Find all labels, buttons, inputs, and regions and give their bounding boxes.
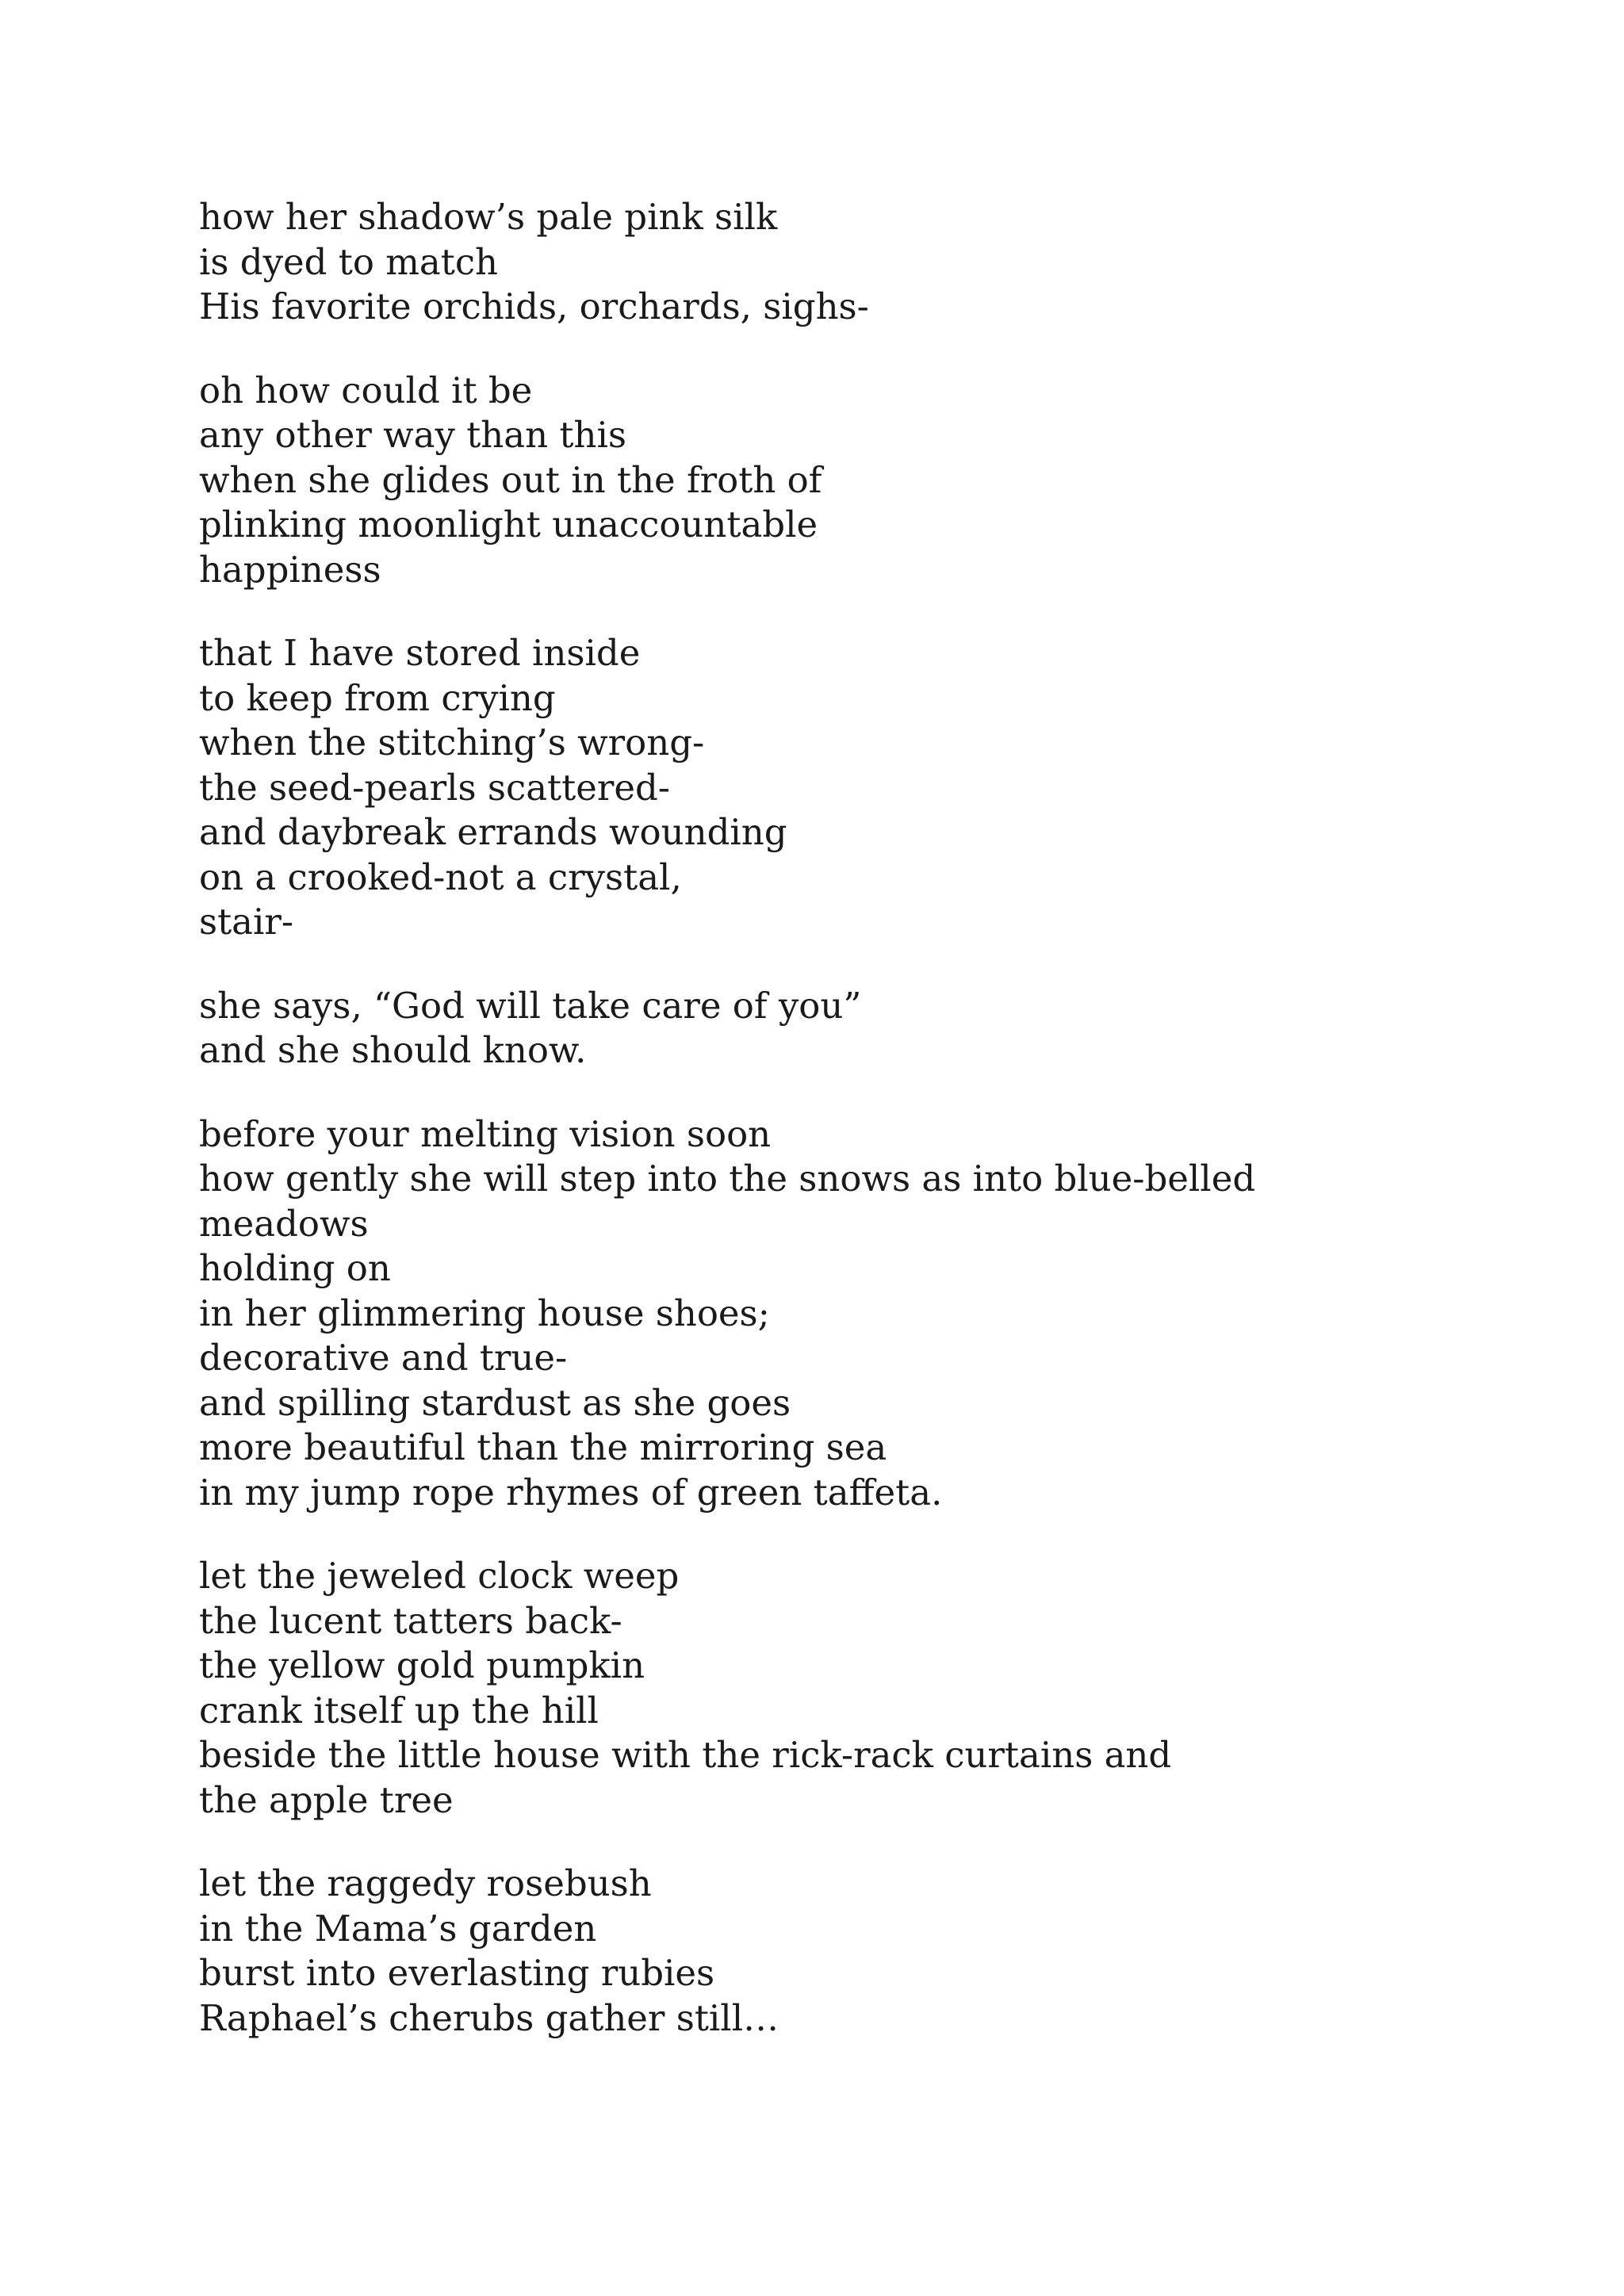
poem-line: the seed-pearls scattered- xyxy=(199,766,671,809)
poem-body xyxy=(199,195,1547,2080)
poem-line: in her glimmering house shoes; xyxy=(199,1292,770,1334)
poem-line: oh how could it be xyxy=(199,369,533,411)
poem-line: how gently she will step into the snows as into blue-belled xyxy=(199,1158,1256,1200)
stanza xyxy=(199,369,1547,593)
poem-line: let the jeweled clock weep xyxy=(199,1555,680,1597)
poem-line: Raphael’s cherubs gather still… xyxy=(199,1996,779,2039)
poem-line: she says, “God will take care of you” xyxy=(199,984,862,1027)
stanza xyxy=(199,195,1547,330)
poem-line: in my jump rope rhymes of green taffeta. xyxy=(199,1471,943,1513)
poem-line: when she glides out in the froth of xyxy=(199,458,822,501)
poem-line: His favorite orchids, orchards, sighs- xyxy=(199,285,869,327)
poem-line: when the stitching’s wrong- xyxy=(199,721,705,763)
poem-line: to keep from crying xyxy=(199,676,556,719)
poem-line: meadows xyxy=(199,1202,369,1245)
stanza xyxy=(199,984,1547,1073)
poem-line: the lucent tatters back- xyxy=(199,1599,622,1642)
stanza xyxy=(199,1112,1547,1516)
poem-line: and spilling stardust as she goes xyxy=(199,1381,791,1424)
poem-line: stair- xyxy=(199,901,294,943)
poem-line: and daybreak errands wounding xyxy=(199,811,787,853)
poem-line: more beautiful than the mirroring sea xyxy=(199,1426,887,1468)
poem-line: let the raggedy rosebush xyxy=(199,1862,652,1904)
stanza xyxy=(199,1862,1547,2041)
poem-line: the apple tree xyxy=(199,1778,454,1821)
poem-line: how her shadow’s pale pink silk xyxy=(199,196,778,238)
poem-line: and she should know. xyxy=(199,1029,587,1071)
poem-line: decorative and true- xyxy=(199,1337,568,1379)
poem-line: is dyed to match xyxy=(199,240,499,283)
poem-line: happiness xyxy=(199,548,381,591)
poem-line: the yellow gold pumpkin xyxy=(199,1644,645,1686)
poem-line: burst into everlasting rubies xyxy=(199,1952,715,1994)
stanza xyxy=(199,631,1547,945)
poem-line: crank itself up the hill xyxy=(199,1689,599,1732)
poem-line: on a crooked-not a crystal, xyxy=(199,855,682,898)
poem-line: plinking moonlight unaccountable xyxy=(199,503,818,545)
poem-line: beside the little house with the rick-rack curtains and xyxy=(199,1734,1172,1776)
stanza xyxy=(199,1554,1547,1823)
poem-line: any other way than this xyxy=(199,414,626,456)
poem-line: that I have stored inside xyxy=(199,632,641,674)
poem-line: before your melting vision soon xyxy=(199,1112,772,1155)
poem-line: in the Mama’s garden xyxy=(199,1907,597,1950)
poem-line: holding on xyxy=(199,1247,391,1289)
